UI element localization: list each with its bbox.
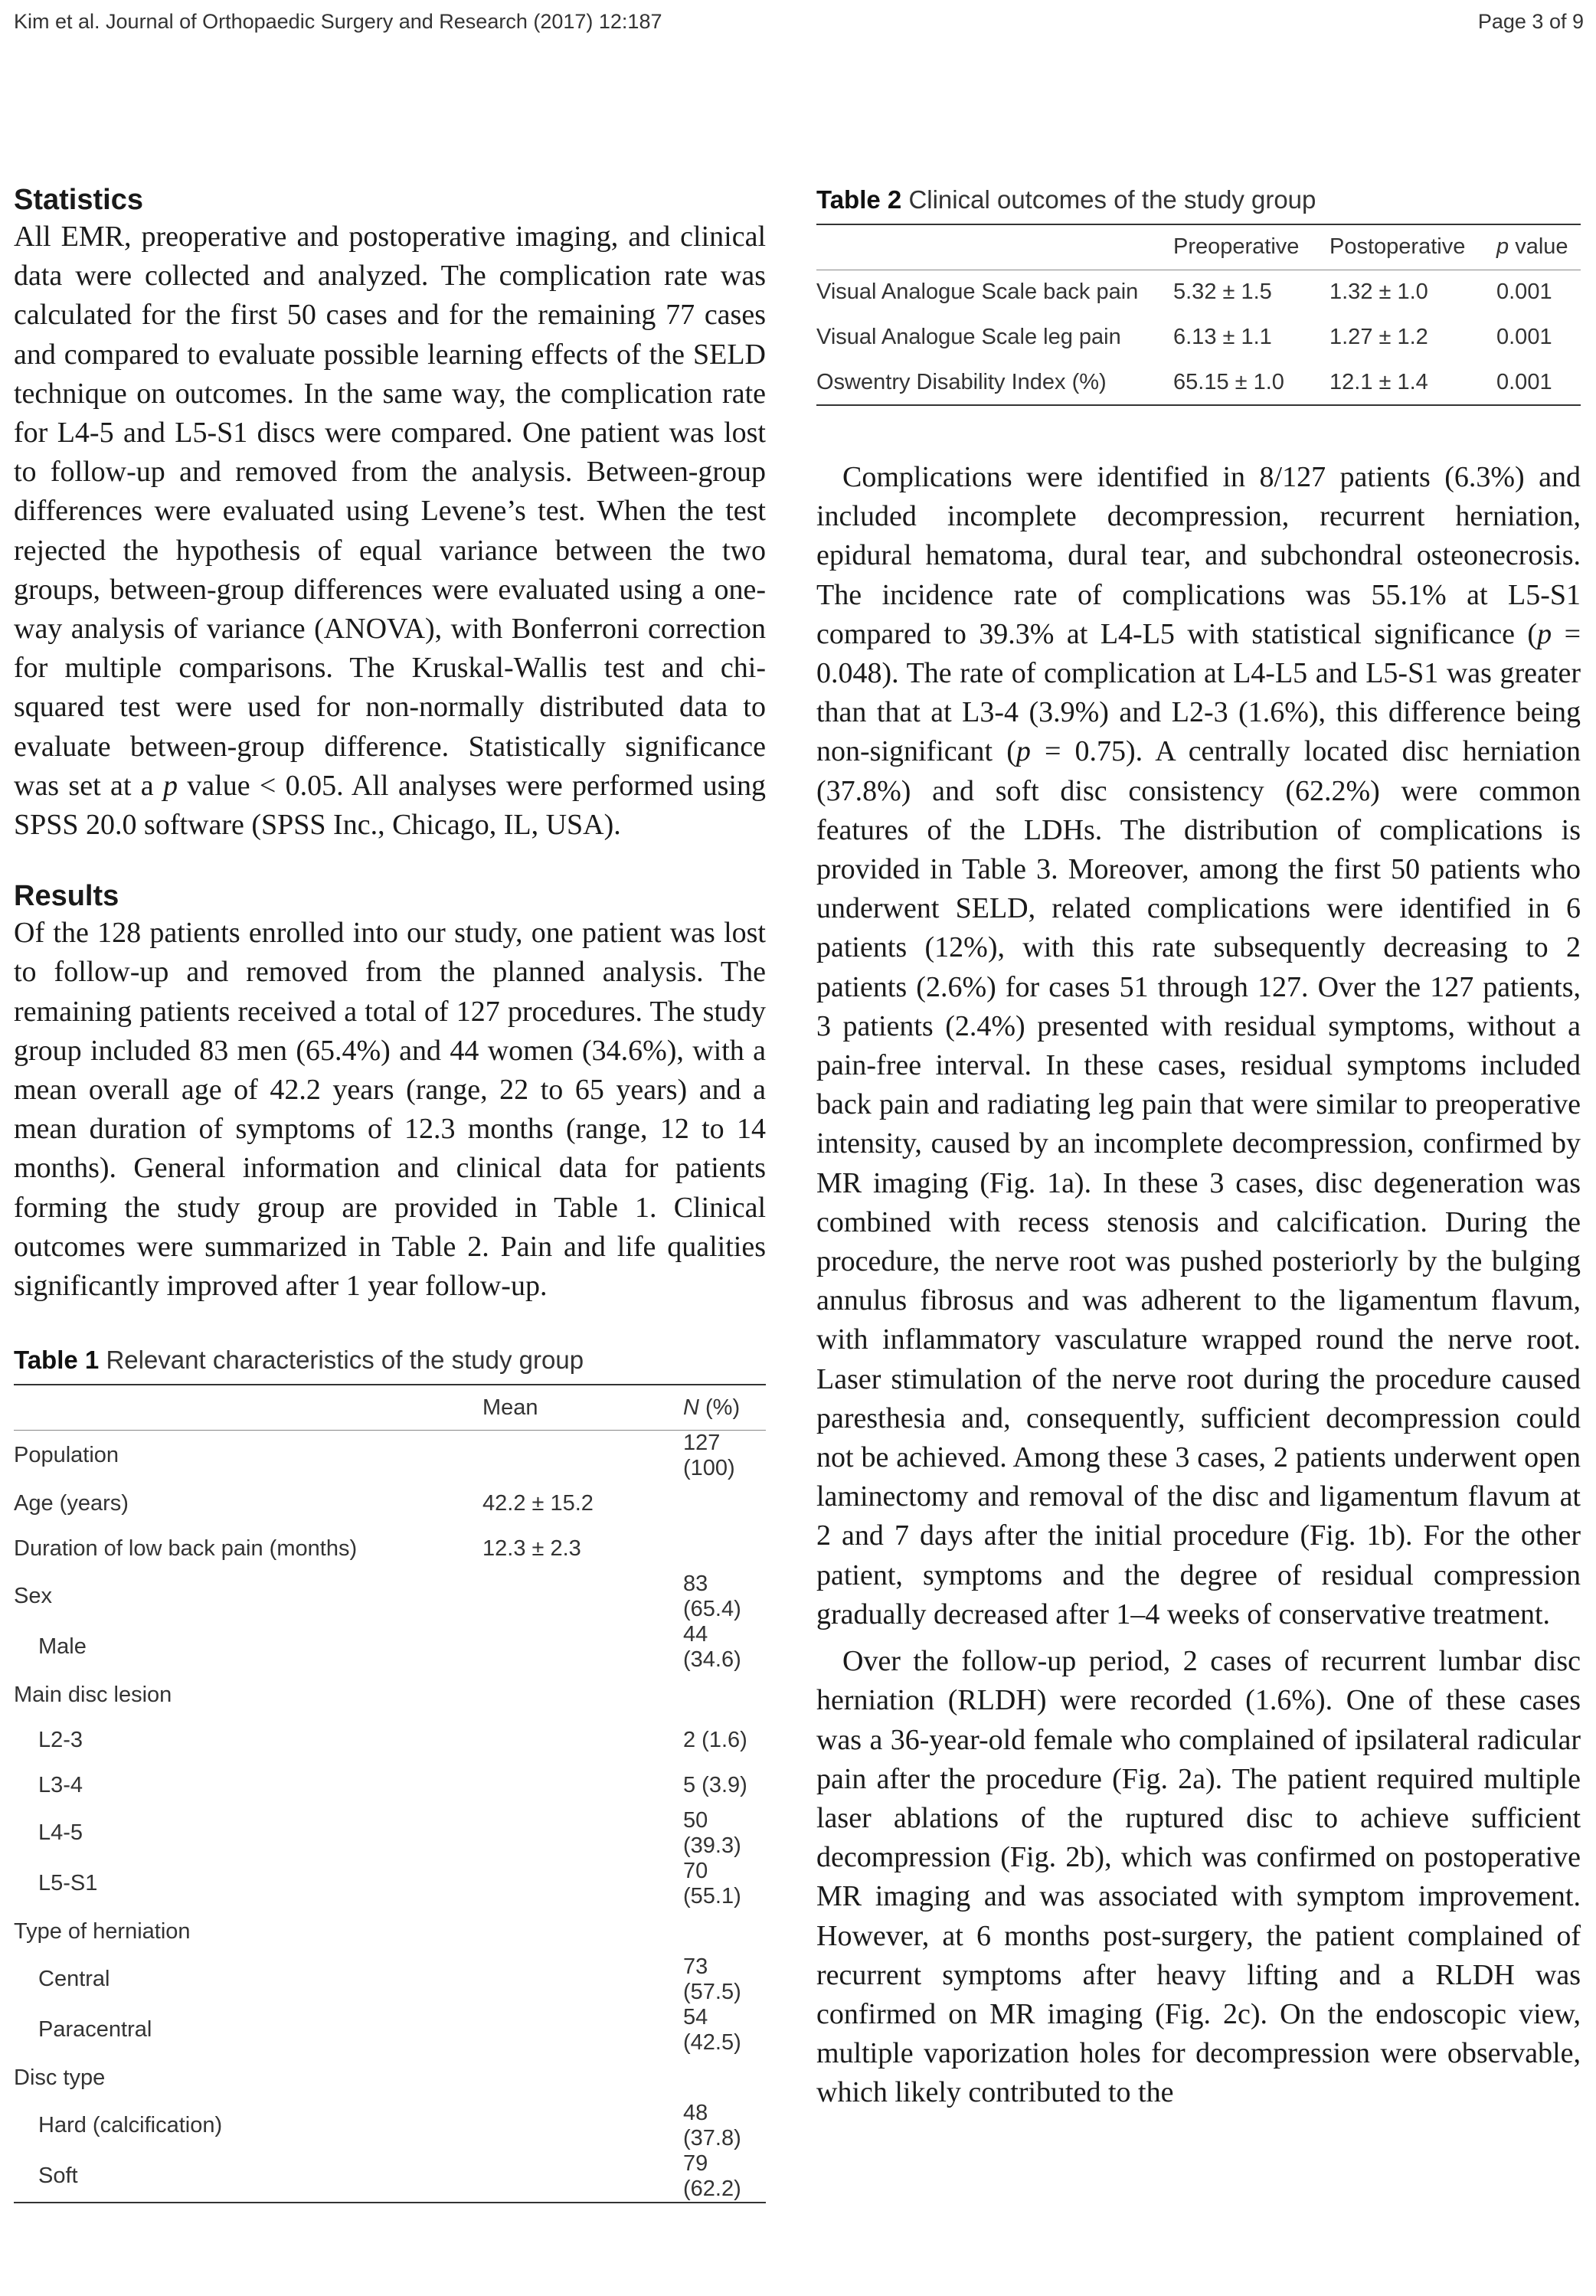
complications-paragraph: Complications were identified in 8/127 patients (6.3%) and included incomplete decompression, recurrent herniation, epidural hematoma, dural tear, and subchondral osteonecrosis. The incidence rate of complications was 55.1% at L5-S1 compared to 39.3% at L4-L5 with statistical significance (p = 0.048). The rate of complication at L4-L5 and L5-S1 was greater than that at L3-4 (3.9%) and L2-3 (1.6%), this difference being non-significant (p = 0.75). A centrally located disc herniation (37.8%) and soft disc consistency (62.2%) were common features of the LDHs. The distribution of complications is provided in Table 3. Moreover, among the first 50 patients who underwent SELD, related complications were identified in 6 patients (12%), with this rate subsequently decreasing to 2 patients (2.6%) for cases 51 through 127. Over the 127 patients, 3 patients (2.4%) presented with residual symptoms, without a pain-free interval. In these cases, residual symptoms included back pain and radiating leg pain that were similar to preoperative intensity, caused by an incomplete decompression, confirmed by MR imaging (Fig. 1a). In these 3 cases, disc degeneration was combined with recess stenosis and calcification. During the procedure, the nerve root was pushed posteriorly by the bulging annulus fibrosus and was adherent to the ligamentum flavum, with inflammatory vasculature wrapped round the nerve root. Laser stimulation of the nerve root during the procedure caused paresthesia and, consequently, sufficient decompression could not be achieved. Among these 3 cases, 2 patients underwent open laminectomy and removal of the disc and ligamentum flavum at 2 and 7 days after the initial procedure (Fig. 1b). For the other patient, symptoms and the degree of residual compression gradually decreased after 1–4 weeks of conservative treatment. [816, 461, 1581, 1630]
table1-cell-mean: 12.3 ± 2.3 [482, 1536, 581, 1561]
table1-cell-label: Duration of low back pain (months) [14, 1536, 358, 1561]
table1-cell-n [683, 1673, 766, 1718]
table1-cell-n: 83 (65.4) [683, 1571, 741, 1621]
table2-row [816, 270, 1581, 315]
table2-caption: Table 2 Clinical outcomes of the study group [816, 185, 1316, 214]
table1-cell-n [683, 2056, 766, 2101]
page-number: Page 3 of 9 [1477, 10, 1584, 33]
table2-col-post: Postoperative [1329, 234, 1466, 260]
table1-cell-label: Soft [38, 2164, 78, 2189]
table1-cell-mean [482, 1808, 683, 1859]
table2-cell-pre: 5.32 ± 1.5 [1173, 280, 1272, 305]
table1-cell-label: Disc type [14, 2065, 106, 2090]
table1-cell-mean [482, 2101, 683, 2151]
table1-cell-n: 50 (39.3) [683, 1807, 741, 1858]
table1-row [14, 1718, 766, 1763]
table2-cell-label: Visual Analogue Scale back pain [816, 280, 1139, 305]
table1-cell-label: Main disc lesion [14, 1682, 172, 1707]
table2-row [816, 360, 1581, 405]
table2-cell-p: 0.001 [1496, 325, 1552, 349]
table1-row [14, 1808, 766, 1859]
table1-cell-label: L5-S1 [38, 1871, 98, 1896]
table1-cell-mean [482, 1430, 683, 1481]
table1-cell-n: 73 (57.5) [683, 1954, 741, 2004]
table2-cell-post: 1.32 ± 1.0 [1329, 280, 1428, 305]
table1-cell-n: 44 (34.6) [683, 1621, 741, 1672]
table1-body [14, 1430, 766, 2203]
running-header [14, 8, 1584, 35]
table1-cell-n: 2 (1.6) [683, 1727, 747, 1752]
results-paragraph: Of the 128 patients enrolled into our study, one patient was lost to follow-up and removed from the planned analysis. The remaining patients received a total of 127 procedures. The study group included 83 men (65.4%) and 44 women (34.6%), with a mean overall age of 42.2 years (range, 22 to 65 years) and a mean duration of symptoms of 12.3 months (range, 12 to 14 months). General information and clinical data for patients forming the study group are provided in Table 1. Clinical outcomes were summarized in Table 2. Pain and life qualities significantly improved after 1 year follow-up. [14, 917, 766, 1303]
table1-row [14, 2056, 766, 2101]
table1-cell-label: L2-3 [38, 1727, 83, 1752]
table1-row [14, 2005, 766, 2056]
table1-row [14, 1763, 766, 1808]
table1-row [14, 2101, 766, 2151]
table1-row [14, 1954, 766, 2005]
table2 [816, 224, 1581, 406]
table1-cell-mean [482, 1859, 683, 1909]
table1-cell-label: Population [14, 1443, 119, 1468]
table1-cell-n [683, 1481, 766, 1526]
table1-row [14, 1859, 766, 1909]
table1-cell-label: Hard (calcification) [38, 2113, 223, 2138]
table1 [14, 1384, 766, 2203]
table2-col-p: p value [1496, 234, 1568, 260]
table1-cell-n [683, 1526, 766, 1572]
table1-cell-label: Paracentral [38, 2017, 152, 2043]
table1-cell-n: 48 (37.8) [683, 2100, 741, 2150]
table1-cell-label: L4-5 [38, 1820, 83, 1846]
table1-cell-mean [482, 1572, 683, 1622]
table1-cell-mean [482, 1763, 683, 1808]
table1-cell-n: 79 (62.2) [683, 2150, 741, 2201]
table2-col-pre: Preoperative [1173, 234, 1300, 260]
table2-body [816, 270, 1581, 405]
table1-cell-mean: 42.2 ± 15.2 [482, 1490, 594, 1516]
table2-cell-post: 12.1 ± 1.4 [1329, 369, 1428, 394]
results-heading: Results [14, 880, 119, 913]
table1-cell-n [683, 1909, 766, 1954]
table2-cell-p: 0.001 [1496, 280, 1552, 305]
table1-col-mean: Mean [482, 1395, 538, 1420]
table1-cell-n: 54 (42.5) [683, 2004, 741, 2055]
table2-cell-p: 0.001 [1496, 369, 1552, 394]
table1-cell-n: 127 (100) [683, 1430, 735, 1480]
table1-cell-label: Type of herniation [14, 1918, 191, 1944]
table1-cell-mean [482, 2005, 683, 2056]
table1-cell-label: Sex [14, 1584, 52, 1609]
table1-row [14, 1909, 766, 1954]
table2-cell-pre: 6.13 ± 1.1 [1173, 325, 1272, 349]
table1-cell-mean [482, 1718, 683, 1763]
table1-cell-label: Age (years) [14, 1490, 129, 1516]
table2-header-row [816, 224, 1581, 270]
table2-row [816, 315, 1581, 360]
table1-cell-mean [482, 2056, 683, 2101]
table1-cell-mean [482, 1954, 683, 2005]
statistics-heading: Statistics [14, 184, 143, 216]
table1-caption: Table 1 Relevant characteristics of the study group [14, 1346, 584, 1375]
table1-cell-label: L3-4 [38, 1772, 83, 1797]
table1-row [14, 1481, 766, 1526]
table1-cell-label: Male [38, 1634, 87, 1660]
right-column [816, 182, 1581, 2113]
table1-header-row [14, 1385, 766, 1430]
table1-row [14, 1526, 766, 1572]
table1-row [14, 1673, 766, 1718]
table2-cell-pre: 65.15 ± 1.0 [1173, 369, 1284, 394]
journal-citation: Kim et al. Journal of Orthopaedic Surgery and Research (2017) 12:187 [14, 10, 662, 33]
table1-cell-mean [482, 1909, 683, 1954]
table1-cell-label: Central [38, 1967, 110, 1992]
table1-row [14, 1430, 766, 1481]
table1-row [14, 1622, 766, 1673]
table2-cell-post: 1.27 ± 1.2 [1329, 325, 1428, 349]
rldh-paragraph: Over the follow-up period, 2 cases of recurrent lumbar disc herniation (RLDH) were recorded (1.6%). One of these cases was a 36-year-old female who complained of ipsilateral radicular pain after the procedure (Fig. 2a). The patient required multiple laser ablations of the ruptured disc to achieve sufficient decompression (Fig. 2b), which was confirmed on postoperative MR imaging and was associated with symptom improvement. However, at 6 months post-surgery, the patient complained of recurrent symptoms after heavy lifting and a RLDH was confirmed on MR imaging (Fig. 2c). On the endoscopic view, multiple vaporization holes for decompression were observable, which likely contributed to the [816, 1645, 1581, 2109]
table1-cell-mean [482, 1673, 683, 1718]
table1-row [14, 2151, 766, 2203]
left-column [14, 182, 766, 2203]
table1-cell-mean [482, 1622, 683, 1673]
table1-col-n: N (%) [683, 1395, 741, 1420]
table1-cell-n: 5 (3.9) [683, 1772, 747, 1797]
statistics-paragraph: All EMR, preoperative and postoperative imaging, and clinical data were collected and analyzed. The complication rate was calculated for the first 50 cases and for the remaining 77 cases and compared to evaluate possible learning effects of the SELD technique on outcomes. In the same way, the complication rate for L4-5 and L5-S1 discs were compared. One patient was lost to follow-up and removed from the analysis. Between-group differences were evaluated using Levene’s test. When the test rejected the hypothesis of equal variance between the two groups, between-group differences were evaluated using a one-way analysis of variance (ANOVA), with Bonferroni correction for multiple comparisons. The Kruskal-Wallis test and chi-squared test were used for non-normally distributed data to evaluate between-group difference. Statistically significance was set at a p value < 0.05. All analyses were performed using SPSS 20.0 software (SPSS Inc., Chicago, IL, USA). [14, 221, 766, 842]
table1-cell-n: 70 (55.1) [683, 1858, 741, 1908]
table1-row [14, 1572, 766, 1622]
table2-cell-label: Visual Analogue Scale leg pain [816, 325, 1121, 349]
table1-cell-mean [482, 2151, 683, 2203]
table2-cell-label: Oswentry Disability Index (%) [816, 369, 1107, 394]
